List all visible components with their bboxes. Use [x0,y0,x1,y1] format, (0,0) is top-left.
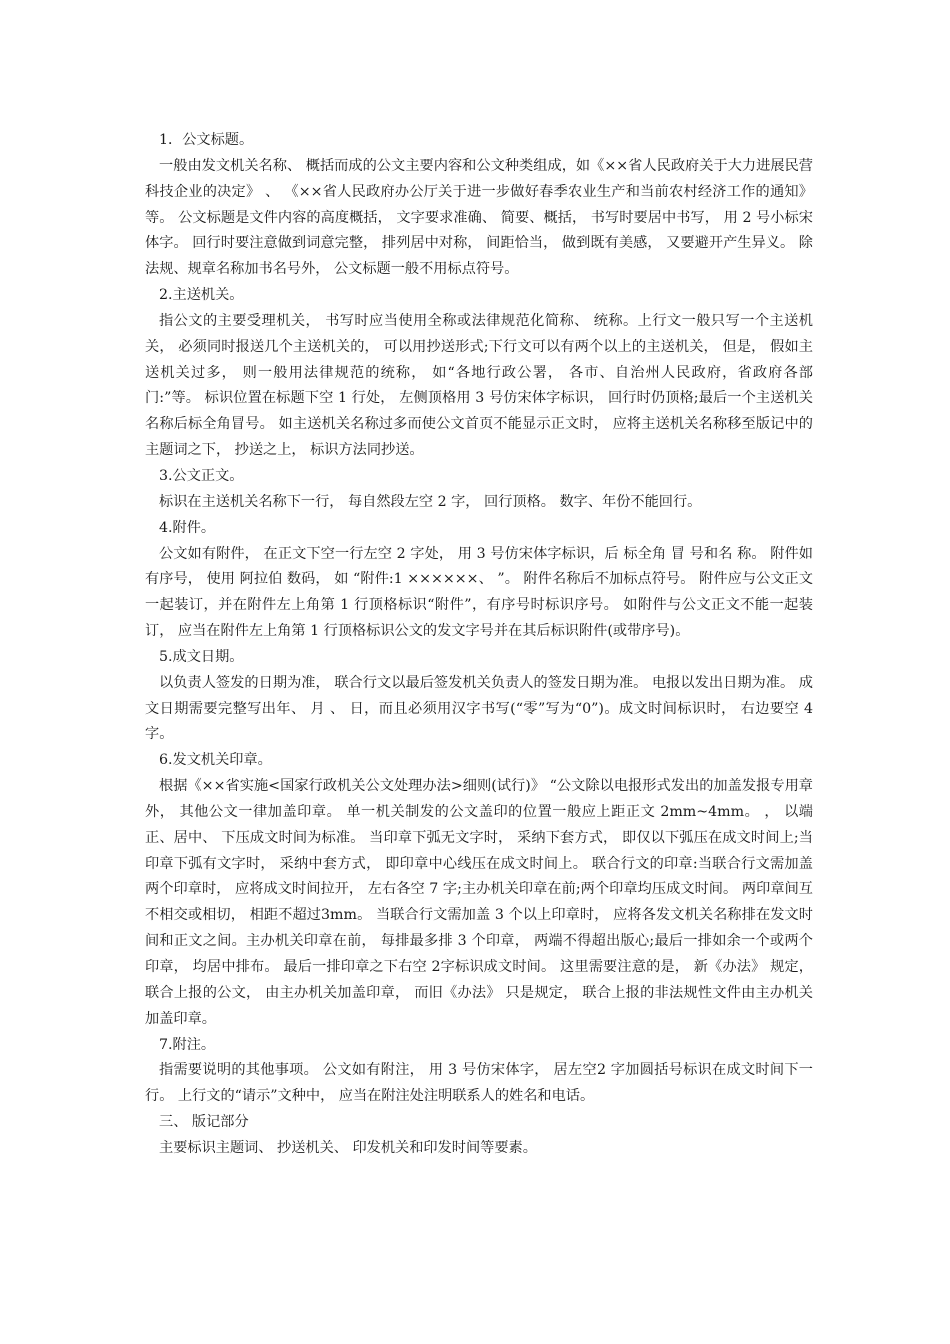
paragraph-seal-description: 根据《××省实施<国家行政机关公文处理办法>细则(试行)》 “公文除以电报形式发出的加盖发报专用章外， 其他公文一律加盖印章。 单一机关制发的公文盖印的位置一般应上距正文 2mm~4mm。 ， 以端正、居中、 下压成文时间为标准。 当印章下弧无文字时， 采纳下套方式， 即仅以下弧压在成文时间上;当印章下弧有文字时， 采纳中套方式， 即印章中心线压在成文时间上。 联合行文的印章:当联合行文需加盖两个印章时， 应将成文时间拉开， 左右各空 7 字;主办机关印章在前;两个印章均压成文时间。 两印章间互不相交或相切， 相距不超过3mm。 当联合行文需加盖 3 个以上印章时， 应将各发文机关名称排在发文时间和正文之间。主办机关印章在前， 每排最多排 3 个印章， 两端不得超出版心;最后一排如余一个或两个印章， 均居中排布。 最后一排印章之下右空 2字标识成文时间。 这里需要注意的是， 新《办法》 规定， 联合上报的公文， 由主办机关加盖印章， 而旧《办法》 只是规定， 联合上报的非法规性文件由主办机关加盖印章。 [145,778,813,1027]
section-heading-seal: 6.发文机关印章。 [159,752,272,769]
paragraph-note-description: 指需要说明的其他事项。 公文如有附注， 用 3 号仿宋体字， 居左空2 字加圆括号标识在成文时间下一行。 上行文的“请示”文种中， 应当在附注处注明联系人的姓名和电话。 [145,1062,813,1105]
paragraph-title-description: 一般由发文机关名称、 概括而成的公文主要内容和公文种类组成，如《××省人民政府关于大力进展民营科技企业的决定》 、 《××省人民政府办公厅关于进一步做好春季农业生产和当前农村经济工作的通知》等。 公文标题是文件内容的高度概括， 文字要求准确、 简要、概括， 书写时要居中书写， 用 2 号小标宋体字。 回行时要注意做到词意完整， 排列居中对称， 间距恰当， 做到既有美感， 又要避开产生异义。 除法规、规章名称加书名号外， 公文标题一般不用标点符号。 [145,157,813,278]
section-heading-recipient: 2.主送机关。 [159,287,244,304]
section-heading-attachment: 4.附件。 [159,519,216,536]
paragraph-recipient-description: 指公文的主要受理机关， 书写时应当使用全称或法律规范化简称、 统称。上行文一般只写一个主送机关， 必须同时报送几个主送机关的， 可以用抄送形式;下行文可以有两个以上的主送机关， 但是， 假如主送机关过多， 则一般用法律规范的统称， 如“各地行政公署， 各市、自治州人民政府，省政府各部门:”等。 标识位置在标题下空 1 行处， 左侧顶格用 3 号仿宋体字标识， 回行时仍顶格;最后一个主送机关名称后标全角冒号。 如主送机关名称过多而使公文首页不能显示正文时， 应将主送机关名称移至版记中的主题词之下， 抄送之上， 标识方法同抄送。 [145,312,813,459]
paragraph-attachment-description: 公文如有附件， 在正文下空一行左空 2 字处， 用 3 号仿宋体字标识，后 标全角 冒 号和名 称。 附件如 有序号， 使用 阿拉伯 数码， 如 “附件:1 ××××××、 ”。 附件名称后不加标点符号。 附件应与公文正文一起装订，并在附件左上角第 1 行顶格标识“附件”，有序号时标识序号。 如附件与公文正文不能一起装订， 应当在附件左上角第 1 行顶格标识公文的发文字号并在其后标识附件(或带序号)。 [145,545,813,640]
paragraph-body-text-description: 标识在主送机关名称下一行， 每自然段左空 2 字， 回行顶格。 数字、年份不能回行。 [159,493,702,510]
section-heading-title: 1．公文标题。 [159,132,254,148]
section-heading-colophon: 三、 版记部分 [159,1114,249,1131]
paragraph-colophon-description: 主要标识主题词、 抄送机关、 印发机关和印发时间等要素。 [159,1139,537,1156]
paragraph-date-description: 以负责人签发的日期为准， 联合行文以最后签发机关负责人的签发日期为准。 电报以发出日期为准。 成文日期需要完整写出年、 月 、 日，而且必须用汉字书写(“零”写为“0”)。成文时间标识时， 右边要空 4 字。 [145,674,813,743]
section-heading-date: 5.成文日期。 [159,648,244,665]
section-heading-body-text: 3.公文正文。 [159,467,244,484]
document-body [145,128,813,1162]
section-heading-note: 7.附注。 [159,1036,216,1053]
